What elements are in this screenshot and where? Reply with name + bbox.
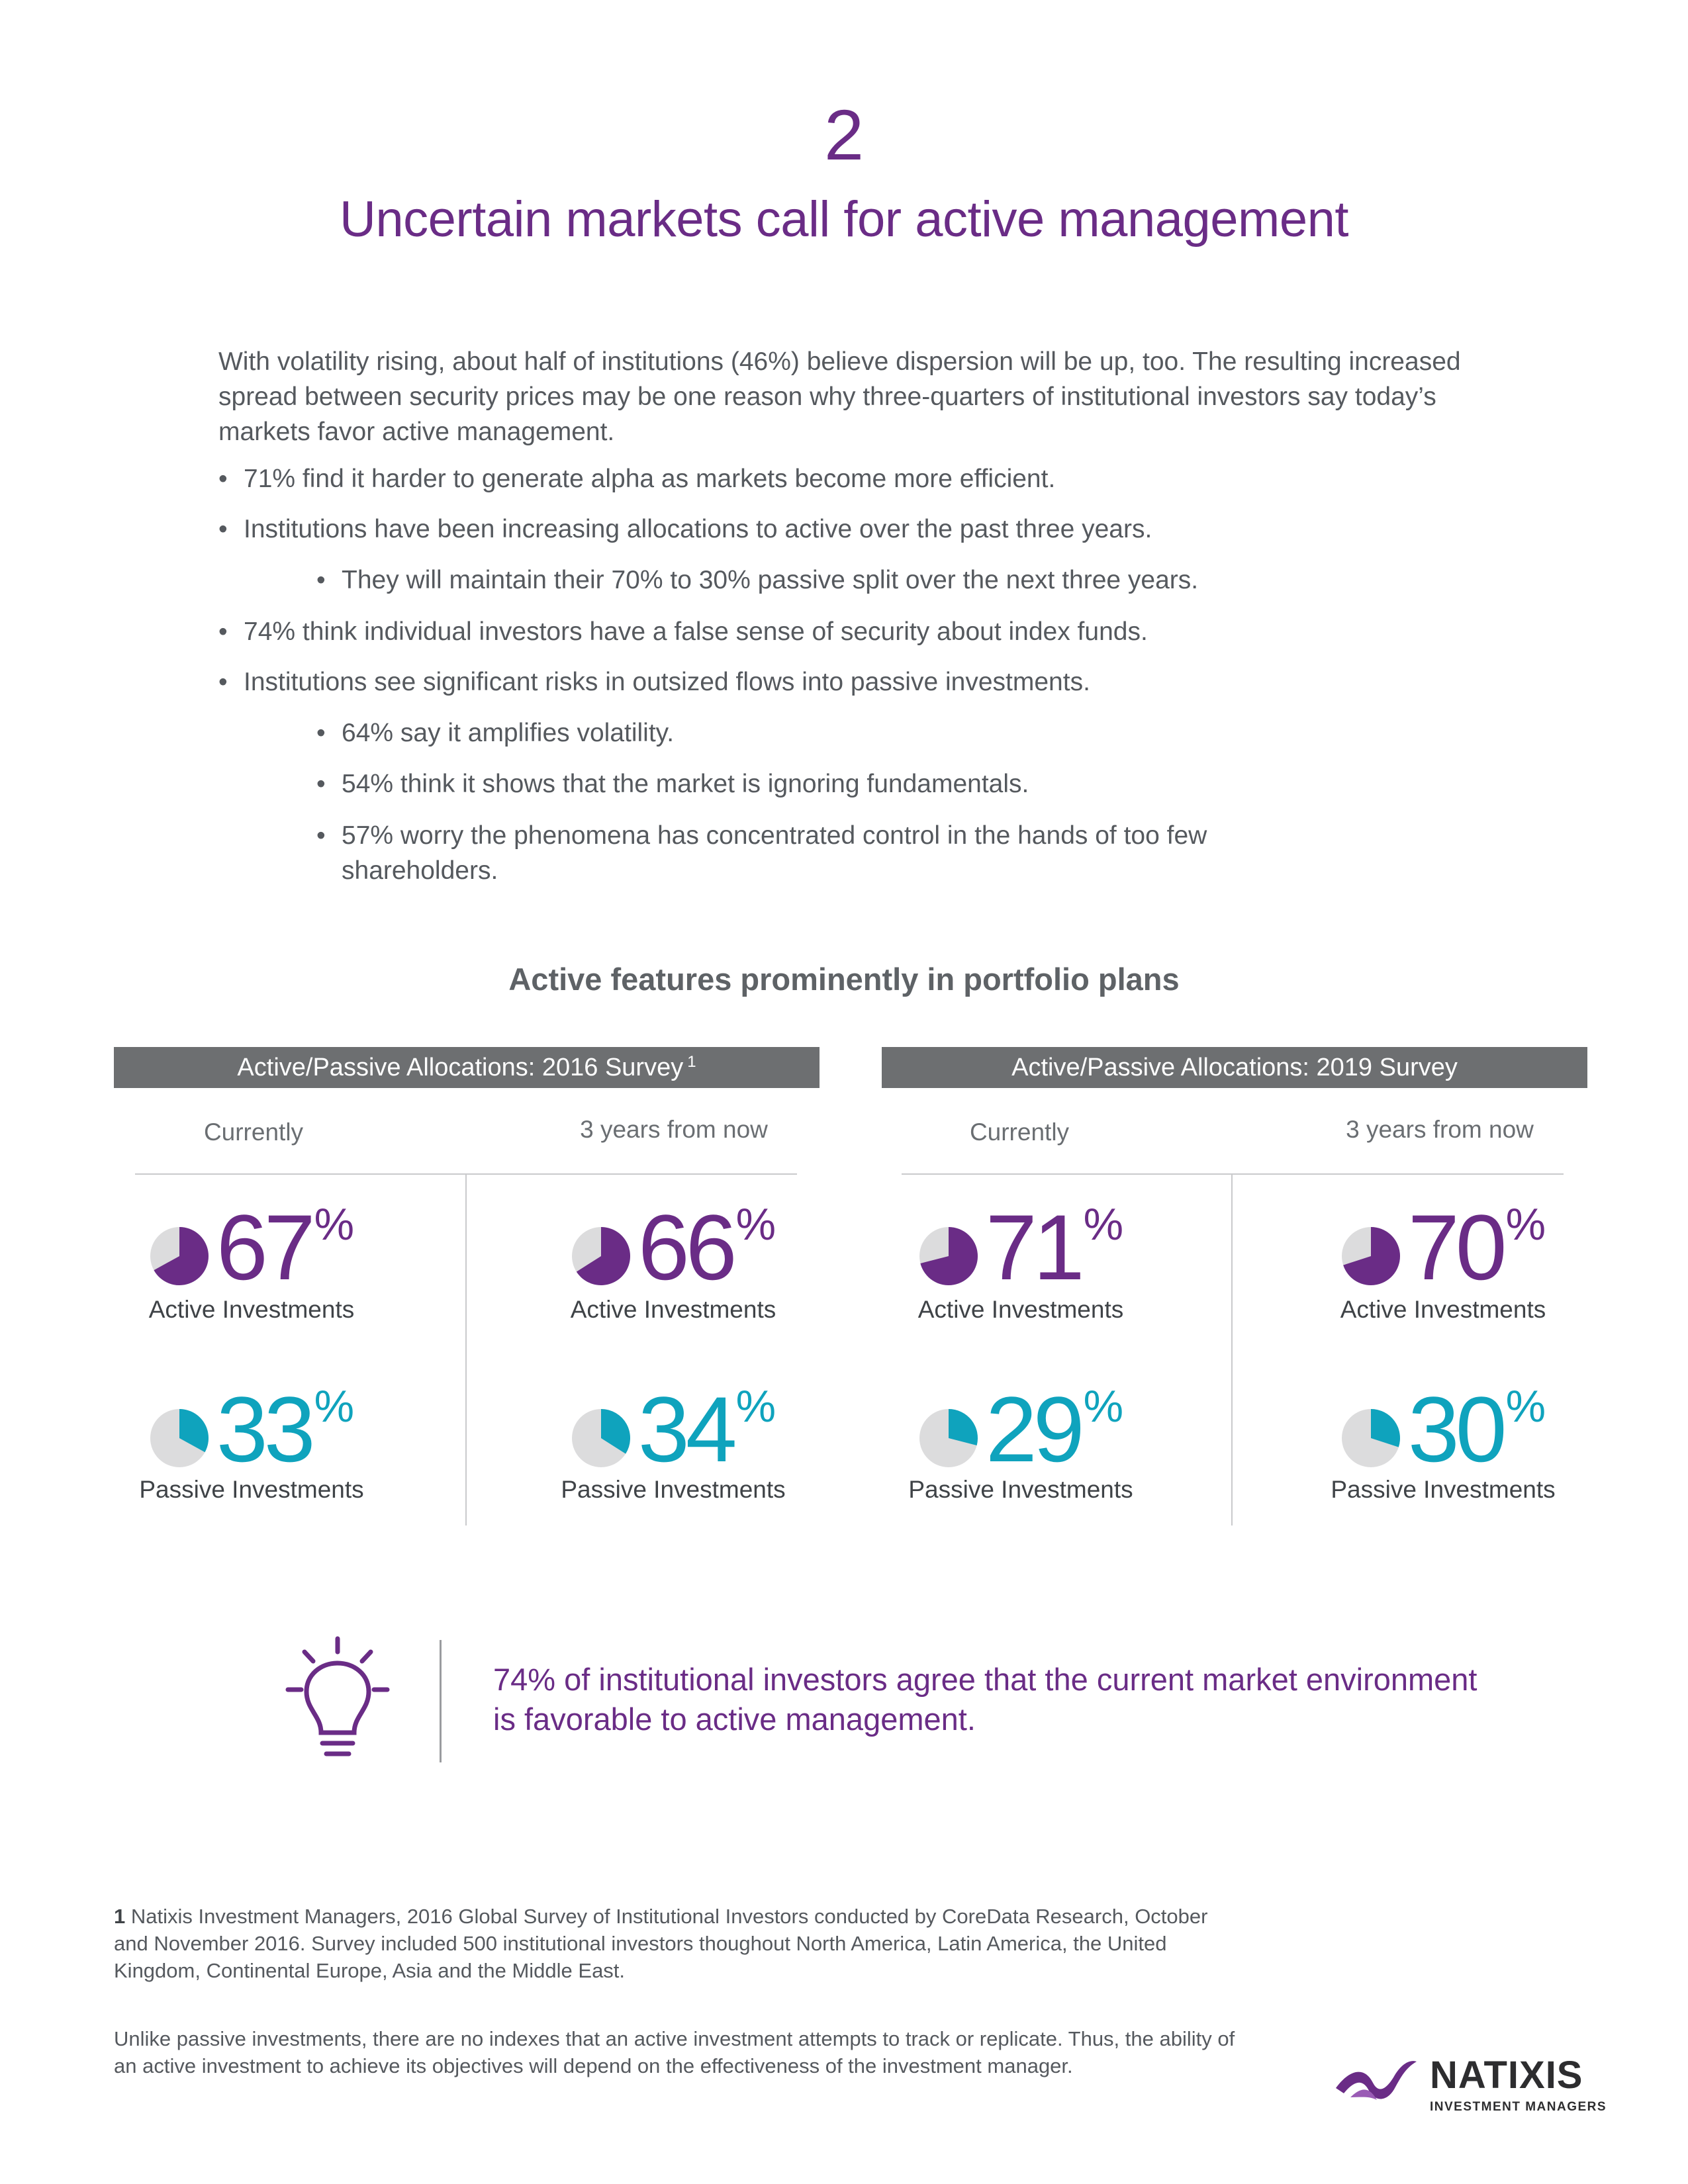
active-stat — [79, 1195, 424, 1299]
pie-chart-icon — [149, 1408, 210, 1469]
percent-sign: % — [314, 1381, 355, 1432]
active-label: Active Investments — [1340, 1296, 1546, 1323]
pie-chart-icon — [149, 1226, 210, 1287]
stat-cell-2019-future — [1271, 1185, 1615, 1555]
intro-paragraph: With volatility rising, about half of institutions (46%) believe dispersion will be up, too. The resulting increased spread between security prices may be one reason why three-quarters of institutional investors say today’s markets favor active management. — [218, 347, 1461, 446]
svg-text:NATIXIS: NATIXIS — [1430, 2054, 1583, 2097]
percent-sign: % — [735, 1199, 776, 1250]
stat-cell-2019-current — [849, 1185, 1193, 1555]
percent-sign: % — [735, 1381, 776, 1432]
percent-sign: % — [314, 1199, 355, 1250]
col-currently-2016: Currently — [203, 1118, 304, 1146]
stat-cell-2016-current — [79, 1185, 424, 1555]
chart-heading: Active features prominently in portfolio plans — [508, 962, 1180, 997]
active-stat — [849, 1195, 1193, 1299]
list-item: • 64% say it amplifies volatility. — [316, 719, 675, 747]
disclaimer: Unlike passive investments, there are no indexes that an active investment attempts to track or replicate. Thus, the ability of an active investment to achieve its objectives will depend on the effectiveness of the investment manager. — [114, 2027, 1235, 2077]
passive-percent: 30 — [1407, 1377, 1503, 1481]
active-label: Active Investments — [148, 1296, 355, 1323]
page-title: Uncertain markets call for active management — [340, 191, 1348, 248]
footnote: 1 Natixis Investment Managers, 2016 Global Survey of Institutional Investors conducted by CoreData Research, October and November 2016. Survey included 500 institutional investors thoughout North America, Latin America, the United Kingdom, Continental Europe, Asia and the Middle East. — [114, 1905, 1208, 1982]
section-number: 2 — [823, 95, 865, 175]
footnote-ref: 1 — [687, 1053, 696, 1071]
passive-percent: 29 — [985, 1377, 1081, 1481]
percent-sign: % — [1505, 1381, 1546, 1432]
col-future-2019: 3 years from now — [1346, 1116, 1534, 1143]
active-percent: 70 — [1407, 1195, 1503, 1299]
percent-sign: % — [1505, 1199, 1546, 1250]
list-item: • 54% think it shows that the market is ignoring fundamentals. — [316, 770, 1029, 798]
list-item: • Institutions have been increasing allocations to active over the past three years. — [218, 515, 1152, 543]
pie-chart-icon — [1340, 1226, 1401, 1287]
divider — [465, 1175, 467, 1525]
lightbulb-icon — [281, 1633, 394, 1766]
active-label: Active Investments — [570, 1296, 776, 1323]
natixis-logo — [1331, 2042, 1609, 2121]
passive-percent: 33 — [216, 1377, 312, 1481]
list-item: • They will maintain their 70% to 30% passive split over the next three years. — [316, 566, 1199, 594]
passive-stat — [79, 1377, 424, 1481]
list-item: • 57% worry the phenomena has concentrated control in the hands of too few shareholders. — [316, 821, 1207, 885]
footnote-marker: 1 — [114, 1905, 126, 1928]
divider — [902, 1173, 1564, 1175]
active-percent: 66 — [637, 1195, 733, 1299]
pie-chart-icon — [571, 1408, 632, 1469]
active-label: Active Investments — [917, 1296, 1124, 1323]
survey-2019-header: Active/Passive Allocations: 2019 Survey — [882, 1047, 1587, 1088]
col-future-2016: 3 years from now — [580, 1116, 768, 1143]
survey-2016-header: Active/Passive Allocations: 2016 Survey $^1$ — [114, 1047, 820, 1088]
list-item: • Institutions see significant risks in outsized flows into passive investments. — [218, 668, 1090, 696]
pie-chart-icon — [1340, 1408, 1401, 1469]
col-currently-2019: Currently — [969, 1118, 1070, 1146]
active-stat — [501, 1195, 845, 1299]
pie-chart-icon — [918, 1226, 979, 1287]
percent-sign: % — [1083, 1381, 1124, 1432]
passive-label: Passive Investments — [139, 1476, 364, 1503]
passive-label: Passive Investments — [1331, 1476, 1556, 1503]
passive-stat — [1271, 1377, 1615, 1481]
active-percent: 71 — [985, 1195, 1081, 1299]
passive-stat — [501, 1377, 845, 1481]
divider — [1231, 1175, 1233, 1525]
callout-divider — [440, 1640, 442, 1762]
stat-cell-2016-future — [501, 1185, 845, 1555]
list-item: • 74% think individual investors have a false sense of security about index funds. — [218, 617, 1148, 646]
active-stat — [1271, 1195, 1615, 1299]
percent-sign: % — [1083, 1199, 1124, 1250]
passive-stat — [849, 1377, 1193, 1481]
pie-chart-icon — [918, 1408, 979, 1469]
pie-chart-icon — [571, 1226, 632, 1287]
active-percent: 67 — [216, 1195, 312, 1299]
list-item: • 71% find it harder to generate alpha as markets become more efficient. — [218, 465, 1056, 493]
passive-percent: 34 — [637, 1377, 733, 1481]
passive-label: Passive Investments — [561, 1476, 786, 1503]
callout-text: 74% of institutional investors agree that the current market environment is favorable to active management. — [493, 1662, 1477, 1737]
svg-text:INVESTMENT MANAGERS: INVESTMENT MANAGERS — [1430, 2100, 1607, 2114]
passive-label: Passive Investments — [908, 1476, 1133, 1503]
